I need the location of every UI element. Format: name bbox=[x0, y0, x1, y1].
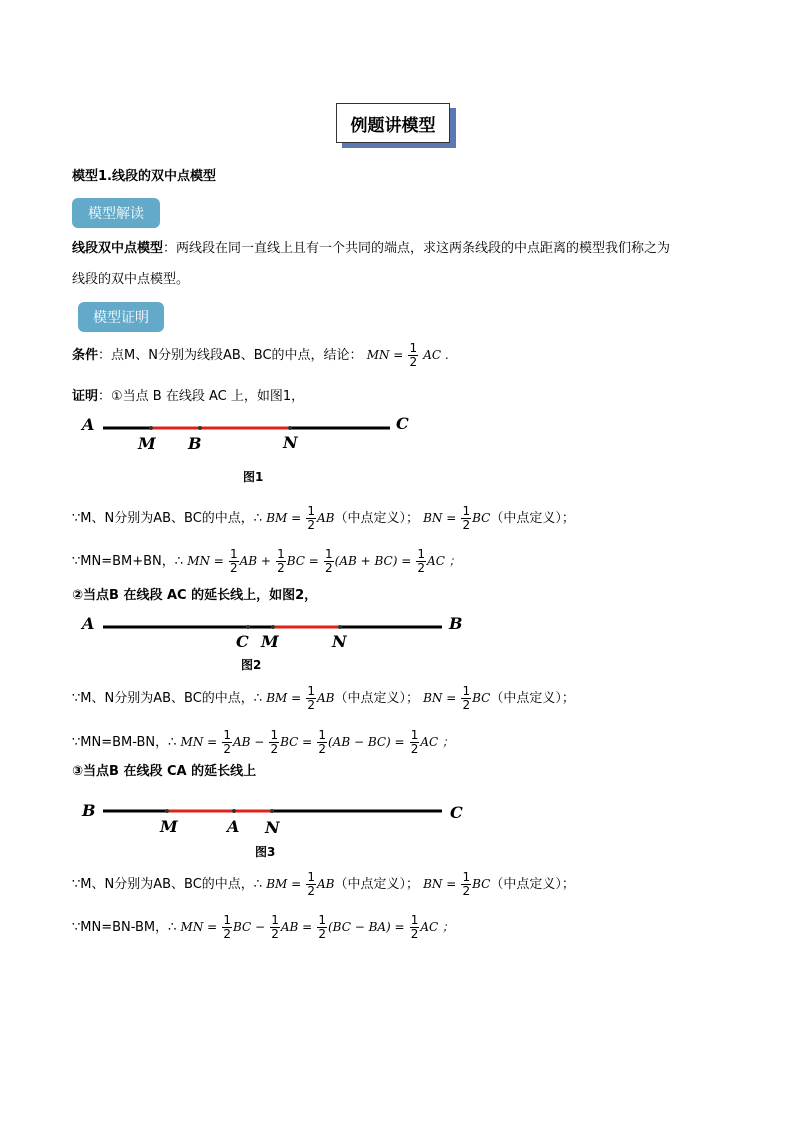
sum-prefix: ∵MN=BM+BN，∴ bbox=[72, 554, 184, 569]
case2-heading: ②当点B 在线段 AC 的延长线上，如图2， bbox=[72, 588, 318, 603]
case2-midpoint-line bbox=[72, 685, 575, 712]
bn-left: BN = bbox=[423, 691, 457, 705]
model-heading: 模型1.线段的双中点模型 bbox=[72, 169, 216, 184]
expr: BC − bbox=[232, 920, 266, 934]
definition-note: （中点定义）； bbox=[490, 511, 575, 526]
fig1-label-c: C bbox=[396, 414, 409, 433]
bm-right: AB bbox=[316, 691, 335, 705]
fig3-caption: 图3 bbox=[255, 845, 276, 859]
fraction-half: $\frac{1}{2}$ bbox=[462, 504, 471, 532]
case1-text: ：①当点 B 在线段 AC 上，如图1， bbox=[98, 389, 305, 404]
case3-diff-line bbox=[72, 914, 454, 941]
expr: AC ； bbox=[427, 554, 461, 568]
fraction-half: $\frac{1}{2}$ bbox=[325, 547, 333, 575]
fig2-label-c: C bbox=[236, 632, 249, 651]
fraction-half: $\frac{1}{2}$ bbox=[318, 913, 326, 941]
because-midpoint-text: ∵M、N分别为AB、BC的中点，∴ bbox=[72, 511, 263, 526]
fig3-label-b: B bbox=[82, 801, 96, 820]
case2-diff-line bbox=[72, 729, 454, 756]
bn-right: BC bbox=[472, 877, 491, 891]
expr: MN = bbox=[180, 920, 218, 934]
reading-term: 线段双中点模型 bbox=[72, 241, 164, 256]
fig1-label-m: M bbox=[138, 434, 156, 453]
fraction-half: $\frac{1}{2}$ bbox=[270, 728, 279, 756]
expr: MN = bbox=[180, 735, 218, 749]
fraction-half: $\frac{1}{2}$ bbox=[417, 547, 426, 575]
case3-heading: ③当点B 在线段 CA 的延长线上 bbox=[72, 764, 257, 779]
expr: AB + bbox=[239, 554, 271, 568]
expr: AB = bbox=[280, 920, 313, 934]
bm-right: AB bbox=[316, 511, 335, 525]
fig1-label-n: N bbox=[283, 433, 298, 452]
bm-left: BM = bbox=[266, 691, 302, 705]
bn-right: BC bbox=[472, 511, 491, 525]
case1-sum-line bbox=[72, 548, 461, 575]
fig1-label-a: A bbox=[82, 415, 95, 434]
definition-note: （中点定义）； bbox=[490, 877, 575, 892]
bn-left: BN = bbox=[423, 511, 457, 525]
page-title: 例题讲模型 bbox=[336, 103, 450, 143]
fraction-half: $\frac{1}{2}$ bbox=[307, 684, 315, 712]
fig3-label-n: N bbox=[265, 818, 280, 837]
expr: (AB − BC) = bbox=[327, 735, 405, 749]
fig2-label-m: M bbox=[261, 632, 279, 651]
proof-section-badge: 模型证明 bbox=[78, 302, 164, 332]
fraction-half: $\frac{1}{2}$ bbox=[410, 913, 419, 941]
condition-text: ：点M、N分别为线段AB、BC的中点，结论： bbox=[98, 348, 363, 363]
fraction-half: $\frac{1}{2}$ bbox=[462, 870, 471, 898]
fig2-caption: 图2 bbox=[241, 658, 262, 672]
figure-2-segment bbox=[103, 625, 442, 629]
figure-1-segment bbox=[103, 426, 390, 430]
bn-left: BN = bbox=[423, 877, 457, 891]
conclusion-right: AC . bbox=[423, 348, 449, 362]
fig3-label-a: A bbox=[227, 817, 240, 836]
figure-3-segment bbox=[103, 809, 442, 813]
fig1-caption: 图1 bbox=[243, 470, 264, 484]
fraction-half: $\frac{1}{2}$ bbox=[271, 913, 279, 941]
fig2-label-b: B bbox=[449, 614, 463, 633]
case3-midpoint-line bbox=[72, 871, 575, 898]
expr: AB − bbox=[232, 735, 265, 749]
definition-note: （中点定义）； bbox=[490, 691, 575, 706]
bm-left: BM = bbox=[266, 877, 302, 891]
definition-note: （中点定义）； bbox=[334, 511, 419, 526]
because-midpoint-text: ∵M、N分别为AB、BC的中点，∴ bbox=[72, 691, 263, 706]
case1-midpoint-line bbox=[72, 505, 575, 532]
fig3-label-m: M bbox=[160, 817, 178, 836]
expr: AC ； bbox=[420, 920, 455, 934]
expr: MN = bbox=[187, 554, 224, 568]
fig3-label-c: C bbox=[450, 803, 463, 822]
definition-note: （中点定义）； bbox=[334, 877, 419, 892]
expr: BC = bbox=[280, 735, 313, 749]
because-midpoint-text: ∵M、N分别为AB、BC的中点，∴ bbox=[72, 877, 263, 892]
expr: (AB + BC) = bbox=[334, 554, 412, 568]
fraction-half: $\frac{1}{2}$ bbox=[223, 728, 231, 756]
fraction-half: $\frac{1}{2}$ bbox=[462, 684, 471, 712]
conclusion-left: MN = bbox=[366, 348, 404, 362]
fig1-label-b: B bbox=[188, 434, 202, 453]
sum-prefix: ∵MN=BM-BN，∴ bbox=[72, 735, 177, 750]
fraction-half: $\frac{1}{2}$ bbox=[277, 547, 285, 575]
fraction-half: $\frac{1}{2}$ bbox=[410, 728, 419, 756]
expr: AC ； bbox=[420, 735, 455, 749]
reading-section-badge: 模型解读 bbox=[72, 198, 160, 228]
reading-paragraph-line2: 线段的双中点模型。 bbox=[72, 272, 190, 287]
bn-right: BC bbox=[472, 691, 491, 705]
proof-label: 证明 bbox=[72, 389, 99, 404]
fig2-label-a: A bbox=[82, 614, 95, 633]
expr: (BC − BA) = bbox=[327, 920, 405, 934]
bm-right: AB bbox=[316, 877, 335, 891]
fraction-half: $\frac{1}{2}$ bbox=[409, 341, 418, 369]
fig2-label-n: N bbox=[332, 632, 347, 651]
fraction-half: $\frac{1}{2}$ bbox=[318, 728, 326, 756]
fraction-half: $\frac{1}{2}$ bbox=[223, 913, 231, 941]
reading-text: ：两线段在同一直线上且有一个共同的端点，求这两条线段的中点距离的模型我们称之为 bbox=[163, 241, 671, 256]
definition-note: （中点定义）； bbox=[334, 691, 419, 706]
condition-label: 条件 bbox=[72, 348, 99, 363]
expr: BC = bbox=[286, 554, 319, 568]
fraction-half: $\frac{1}{2}$ bbox=[307, 870, 315, 898]
bm-left: BM = bbox=[266, 511, 302, 525]
fraction-half: $\frac{1}{2}$ bbox=[229, 547, 238, 575]
sum-prefix: ∵MN=BN-BM，∴ bbox=[72, 920, 177, 935]
fraction-half: $\frac{1}{2}$ bbox=[307, 504, 315, 532]
